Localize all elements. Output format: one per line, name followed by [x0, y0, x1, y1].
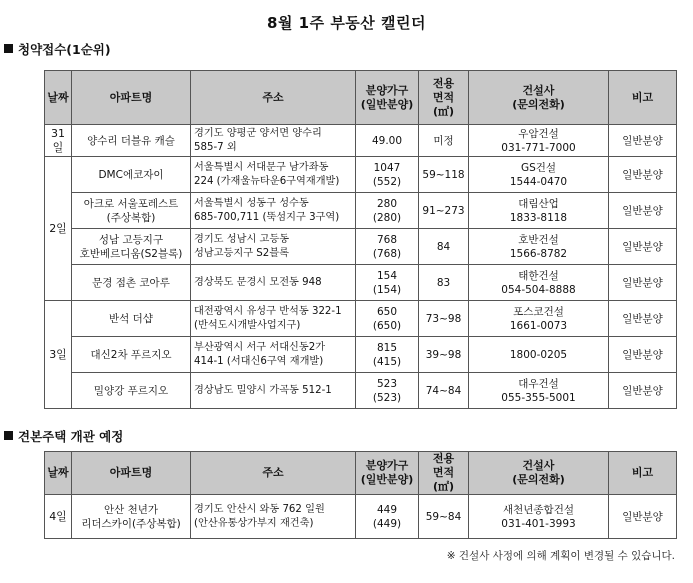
header-address: 주소: [191, 71, 356, 125]
square-bullet-icon: [4, 44, 13, 53]
address-addr1: 부산광역시 서구 서대신동2가: [194, 341, 326, 353]
note-note: 일반분양: [622, 168, 663, 181]
apt-name-apt2: 호반베르디움(S2블록): [79, 247, 183, 260]
units-units1: 815: [376, 341, 398, 354]
square-bullet-icon: [4, 431, 13, 440]
area-area: 91~273: [422, 204, 465, 217]
builder-phone: 054-504-8888: [501, 283, 576, 296]
builder-phone: 1661-0073: [509, 319, 568, 332]
units-cell: [356, 229, 419, 265]
note-cell: [609, 373, 677, 409]
note-note: 일반분양: [622, 240, 663, 253]
builder-phone: 1800-0205: [509, 348, 568, 361]
address-addr1: 서울특별시 서대문구 남가좌동: [194, 161, 329, 173]
header-units: 분양가구 (일반분양): [356, 71, 419, 125]
builder-cell: [469, 125, 609, 157]
address-addr2: 685-700,711 (뚝섬지구 3구역): [194, 211, 340, 223]
date-cell: 2일: [45, 157, 72, 301]
note-cell: [609, 193, 677, 229]
table-row: [45, 301, 677, 337]
date-cell: 31일: [45, 125, 72, 157]
units-units2: (768): [372, 247, 402, 260]
units-units1: 449: [376, 503, 398, 516]
note-note: 일반분양: [622, 348, 663, 361]
builder-builder: 태한건설: [518, 269, 559, 282]
header-apt-name: 아파트명: [72, 452, 191, 495]
table-row: [45, 193, 677, 229]
address-cell: [191, 125, 356, 157]
apt-name-apt2: 리더스카이(주상복합): [81, 517, 181, 530]
builder-phone: 055-355-5001: [501, 391, 576, 404]
table-row: [45, 229, 677, 265]
units-units2: (552): [372, 175, 402, 188]
units-units2: (415): [372, 355, 402, 368]
apt-name-apt1: 성남 고등지구: [98, 233, 164, 246]
address-addr2: (안산유통상가부지 재건축): [194, 517, 314, 529]
builder-phone: 1833-8118: [509, 211, 568, 224]
address-addr1: 경기도 성남시 고등동: [194, 233, 290, 245]
header-area: 전용 면적 (㎡): [419, 452, 469, 495]
area-cell: [419, 265, 469, 301]
units-units2: (154): [372, 283, 402, 296]
units-cell: [356, 373, 419, 409]
address-cell: [191, 157, 356, 193]
units-units2: (523): [372, 391, 402, 404]
header-date: 날짜: [45, 71, 72, 125]
apt-name-cell: [72, 157, 191, 193]
header-area: 전용 면적 (㎡): [419, 71, 469, 125]
page-title: 8월 1주 부동산 캘린더: [267, 14, 426, 32]
area-area: 83: [436, 276, 451, 289]
note-cell: [609, 125, 677, 157]
apt-name-apt2: (주상복합): [106, 211, 156, 224]
units-units2: (449): [372, 517, 402, 530]
note-cell: [609, 337, 677, 373]
address-cell: [191, 193, 356, 229]
area-cell: [419, 193, 469, 229]
builder-cell: [469, 265, 609, 301]
builder-phone: 031-401-3993: [501, 517, 576, 530]
apt-name-apt1: 아크로 서울포레스트: [83, 197, 179, 210]
units-cell: [356, 125, 419, 157]
address-addr1: 경상북도 문경시 모전동 948: [194, 276, 322, 288]
builder-builder: 새천년종합건설: [502, 503, 574, 516]
address-addr1: 경기도 안산시 와동 762 일원: [194, 503, 325, 515]
note-cell: [609, 157, 677, 193]
note-cell: [609, 495, 677, 539]
builder-cell: [469, 495, 609, 539]
note-cell: [609, 265, 677, 301]
apt-name-apt1: 안산 천년가: [103, 503, 159, 516]
table-row: [45, 373, 677, 409]
apt-name-apt1: 밀양강 푸르지오: [93, 384, 169, 397]
date-cell: 3일: [45, 301, 72, 409]
area-cell: [419, 337, 469, 373]
builder-cell: [469, 301, 609, 337]
address-addr2: 성남고등지구 S2블록: [194, 247, 289, 259]
units-units1: 523: [376, 377, 398, 390]
area-cell: [419, 125, 469, 157]
address-addr1: 서울특별시 성동구 성수동: [194, 197, 309, 209]
builder-phone: 1544-0470: [509, 175, 568, 188]
header-note: 비고: [609, 71, 677, 125]
note-note: 일반분양: [622, 312, 663, 325]
note-note: 일반분양: [622, 204, 663, 217]
note-cell: [609, 229, 677, 265]
address-addr1: 경기도 양평군 양서면 양수리: [194, 127, 322, 139]
area-cell: [419, 373, 469, 409]
units-cell: [356, 337, 419, 373]
table-row: [45, 125, 677, 157]
note-note: 일반분양: [622, 384, 663, 397]
address-addr2: (반석도시개발사업지구): [194, 319, 301, 331]
header-units: 분양가구 (일반분양): [356, 452, 419, 495]
apt-name-cell: [72, 373, 191, 409]
address-cell: [191, 301, 356, 337]
builder-builder: 호반건설: [518, 233, 559, 246]
builder-cell: [469, 337, 609, 373]
address-cell: [191, 265, 356, 301]
units-cell: [356, 157, 419, 193]
address-addr2: 224 (가재울뉴타운6구역재개발): [194, 175, 340, 187]
area-area: 74~84: [425, 384, 462, 397]
units-units1: 650: [376, 305, 398, 318]
units-units1: 280: [376, 197, 398, 210]
area-cell: [419, 495, 469, 539]
builder-cell: [469, 373, 609, 409]
header-apt-name: 아파트명: [72, 71, 191, 125]
units-units1: 154: [376, 269, 398, 282]
table-row: [45, 337, 677, 373]
model-house-table: [44, 451, 677, 539]
area-area: 59~118: [422, 168, 465, 181]
builder-phone: 1566-8782: [509, 247, 568, 260]
area-cell: [419, 157, 469, 193]
table-row: [45, 157, 677, 193]
builder-builder: GS건설: [520, 161, 557, 174]
address-addr1: 대전광역시 유성구 반석동 322-1: [194, 305, 342, 317]
note-cell: [609, 301, 677, 337]
apt-name-cell: [72, 125, 191, 157]
address-cell: [191, 337, 356, 373]
date-cell: 4일: [45, 495, 72, 539]
units-cell: [356, 301, 419, 337]
address-cell: [191, 373, 356, 409]
units-units1: 49.00: [371, 134, 403, 147]
table-row: [45, 265, 677, 301]
header-address: 주소: [191, 452, 356, 495]
footnote: ※ 건설사 사정에 의해 계획이 변경될 수 있습니다.: [446, 550, 675, 562]
builder-cell: [469, 157, 609, 193]
apt-name-apt1: 대신2차 푸르지오: [90, 348, 172, 361]
area-cell: [419, 301, 469, 337]
section-heading-model-house: 견본주택 개관 예정: [4, 427, 123, 445]
apt-name-cell: [72, 301, 191, 337]
apt-name-apt1: 반석 더샵: [109, 312, 153, 325]
builder-cell: [469, 229, 609, 265]
builder-builder: 대림산업: [518, 197, 559, 210]
apt-name-cell: [72, 265, 191, 301]
units-units1: 768: [376, 233, 398, 246]
apt-name-apt1: 양수리 더블유 캐슬: [87, 134, 175, 147]
table-row: [45, 495, 677, 539]
subscription-table: [44, 70, 677, 409]
address-cell: [191, 229, 356, 265]
header-builder: 건설사 (문의전화): [469, 71, 609, 125]
area-area: 73~98: [425, 312, 462, 325]
units-units2: (650): [372, 319, 402, 332]
area-area: 59~84: [425, 510, 462, 523]
builder-builder: 우암건설: [518, 127, 559, 140]
note-note: 일반분양: [622, 276, 663, 289]
apt-name-cell: [72, 229, 191, 265]
header-date: 날짜: [45, 452, 72, 495]
area-area: 39~98: [425, 348, 462, 361]
apt-name-apt1: DMC에코자이: [98, 168, 164, 181]
header-note: 비고: [609, 452, 677, 495]
builder-phone: 031-771-7000: [501, 141, 576, 154]
units-units2: (280): [372, 211, 402, 224]
address-addr2: 414-1 (서대신6구역 재개발): [194, 355, 324, 367]
address-addr1: 경상남도 밀양시 가곡동 512-1: [194, 384, 332, 396]
apt-name-apt1: 문경 점촌 코아루: [92, 276, 170, 289]
note-note: 일반분양: [622, 510, 663, 523]
apt-name-cell: [72, 337, 191, 373]
address-cell: [191, 495, 356, 539]
area-cell: [419, 229, 469, 265]
apt-name-cell: [72, 193, 191, 229]
units-cell: [356, 193, 419, 229]
units-units1: 1047: [373, 161, 401, 174]
section-heading-subscription: 청약접수(1순위): [4, 40, 111, 58]
area-area: 미정: [433, 134, 454, 147]
units-cell: [356, 265, 419, 301]
builder-builder: 포스코건설: [513, 305, 564, 318]
apt-name-cell: [72, 495, 191, 539]
note-note: 일반분양: [622, 134, 663, 147]
units-cell: [356, 495, 419, 539]
builder-cell: [469, 193, 609, 229]
header-builder: 건설사 (문의전화): [469, 452, 609, 495]
address-addr2: 585-7 외: [194, 141, 237, 153]
area-area: 84: [436, 240, 451, 253]
builder-builder: 대우건설: [518, 377, 559, 390]
